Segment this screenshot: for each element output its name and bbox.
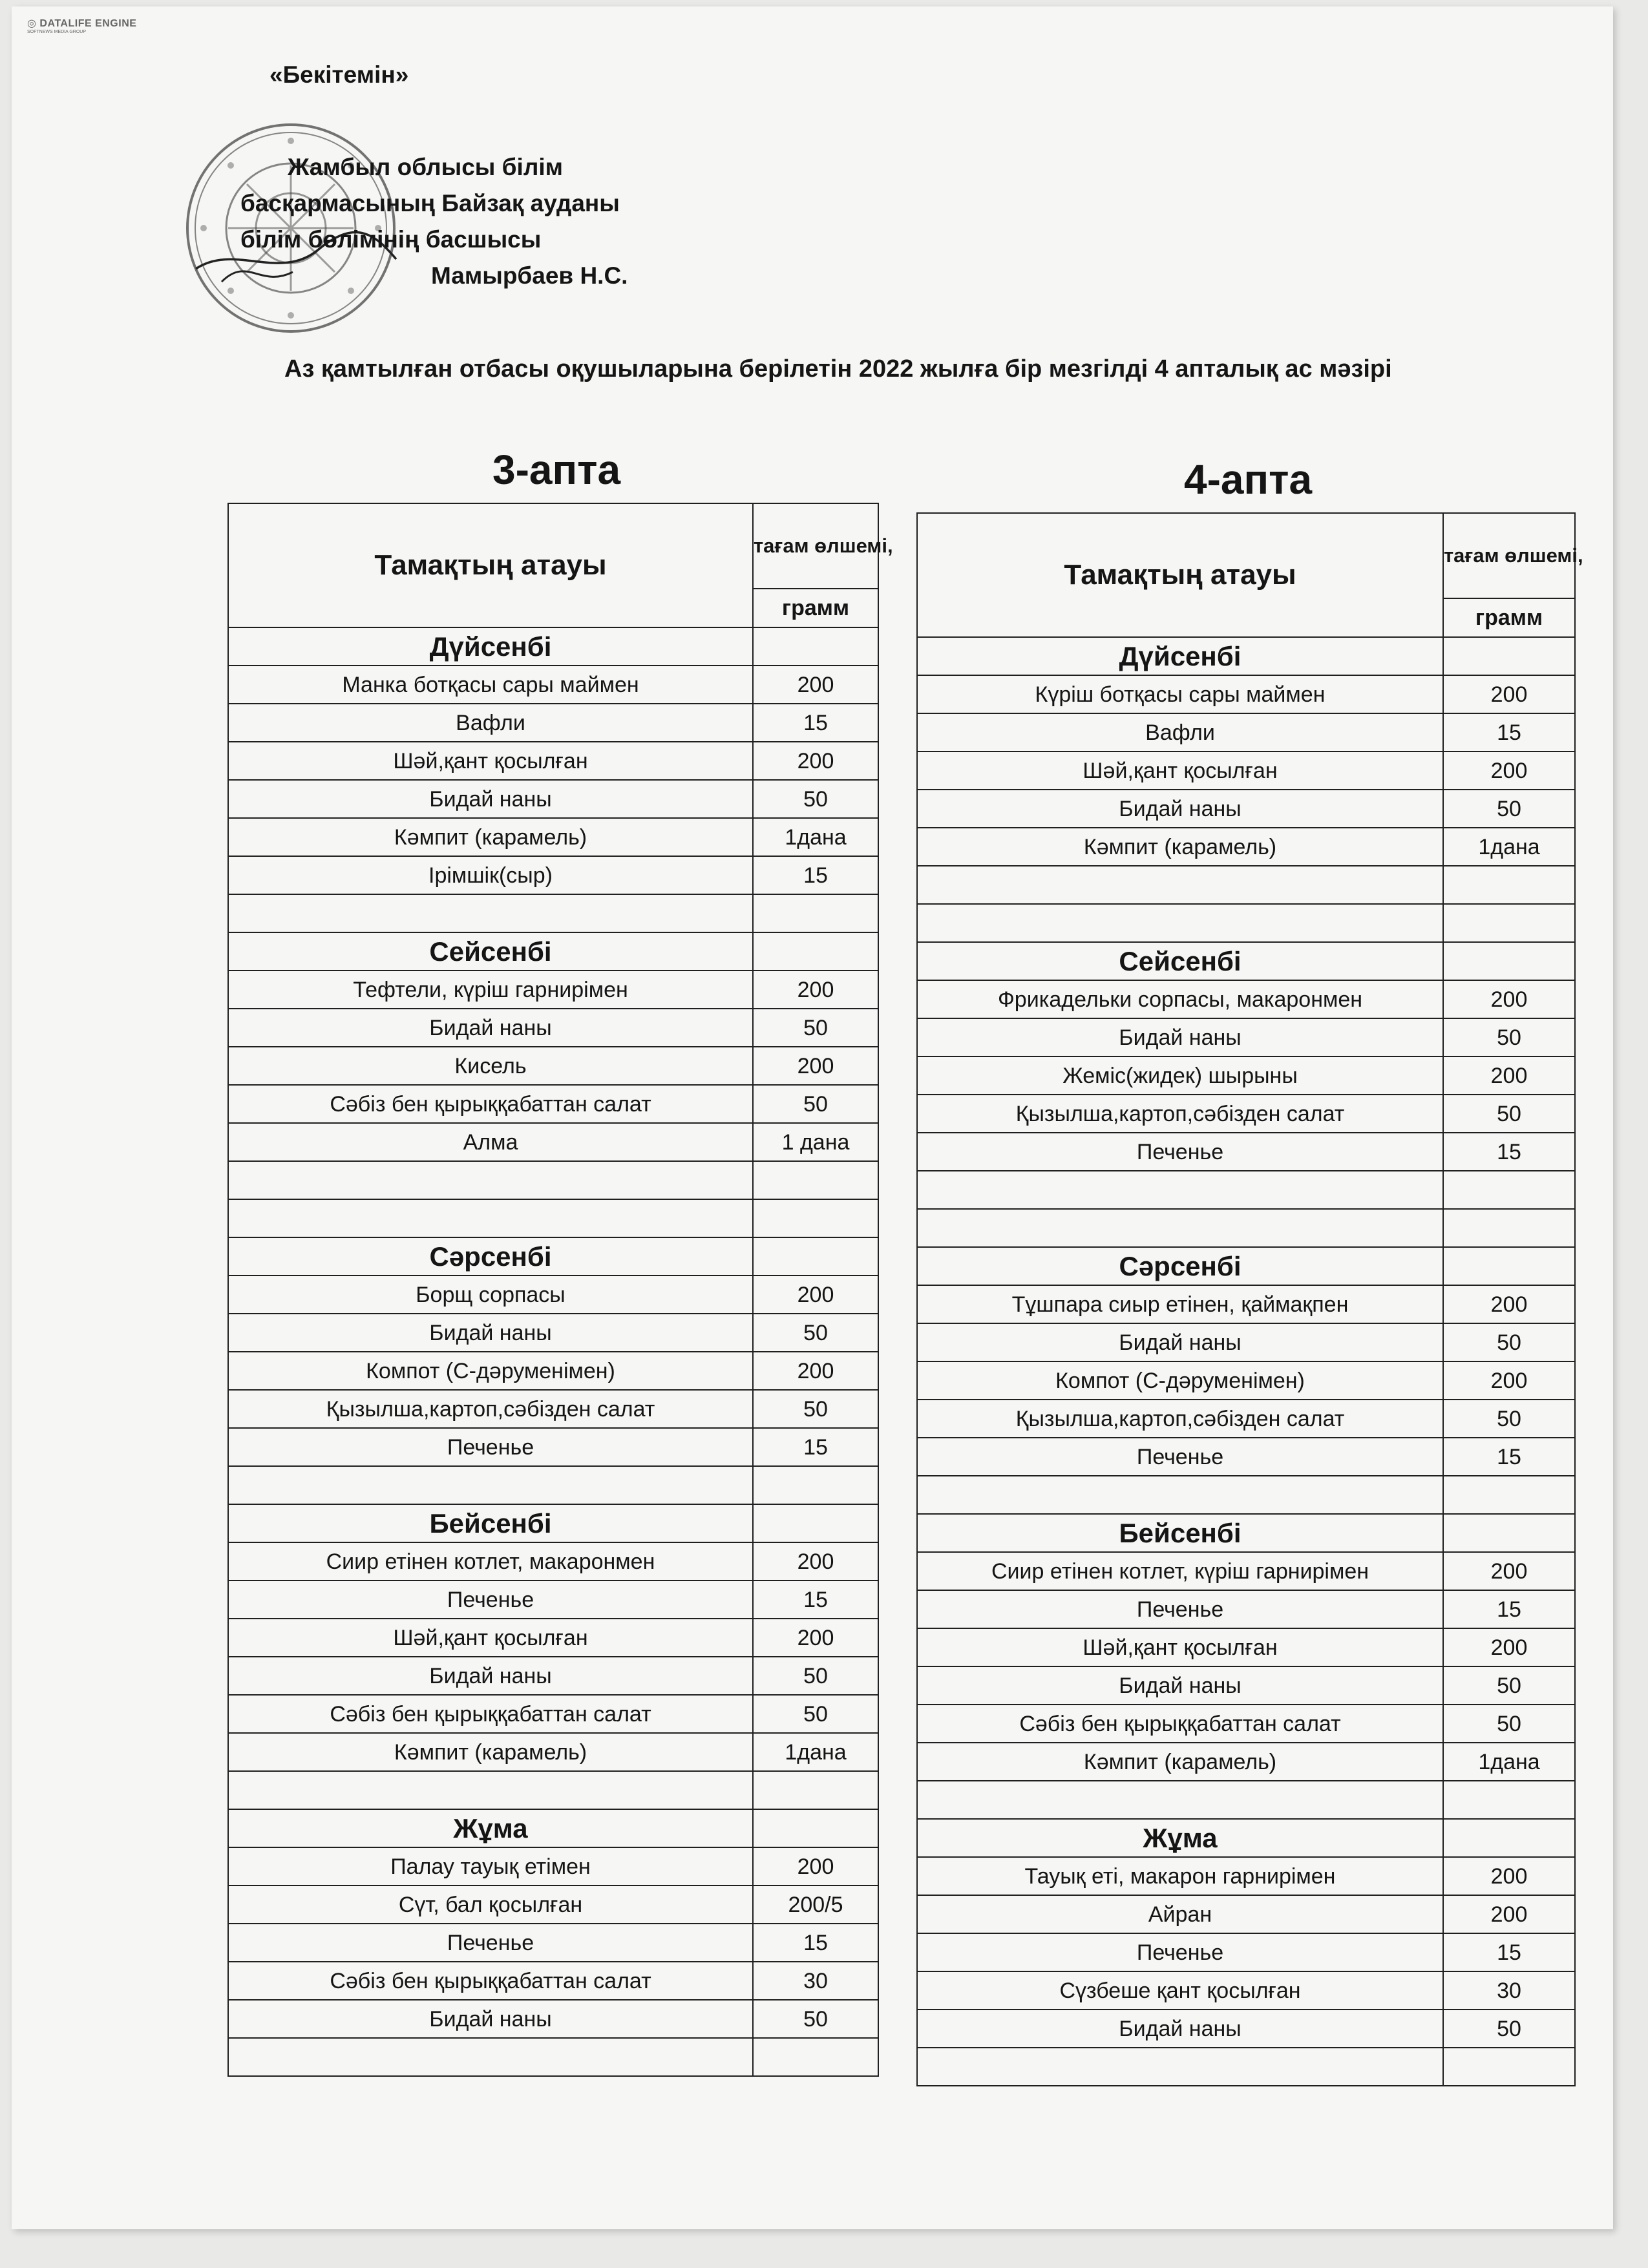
dish-name-cell: Палау тауық етімен <box>228 1847 753 1885</box>
dish-name-cell: Бидай наны <box>228 1009 753 1047</box>
table-row <box>917 866 1575 904</box>
qty-cell: 15 <box>753 1580 878 1619</box>
day-row <box>917 1819 1575 1857</box>
qty-cell: 15 <box>753 704 878 742</box>
dish-name-cell: Печенье <box>917 1590 1443 1628</box>
dish-name-cell: Борщ сорпасы <box>228 1276 753 1314</box>
table-row <box>917 1095 1575 1133</box>
qty-cell: 50 <box>1443 2010 1575 2048</box>
qty-cell: 200 <box>753 742 878 780</box>
qty-cell <box>753 1771 878 1809</box>
table-row <box>917 751 1575 790</box>
qty-cell: 1дана <box>1443 828 1575 866</box>
qty-cell <box>753 1199 878 1237</box>
qty-cell: 15 <box>1443 1590 1575 1628</box>
day-row <box>917 1514 1575 1552</box>
qty-cell: 15 <box>1443 713 1575 751</box>
day-row <box>228 1809 878 1847</box>
qty-cell: 50 <box>753 780 878 818</box>
qty-cell: 50 <box>1443 790 1575 828</box>
qty-cell <box>753 1504 878 1542</box>
watermark-logo-icon: ◎ <box>27 18 40 29</box>
dish-name-cell: Бидай наны <box>228 2000 753 2038</box>
dish-name-cell: Бидай наны <box>228 1657 753 1695</box>
table-row <box>917 1628 1575 1666</box>
dish-name-cell: Жеміс(жидек) шырыны <box>917 1056 1443 1095</box>
dish-name-cell <box>917 1476 1443 1514</box>
table-row <box>228 856 878 894</box>
dish-name-cell: Күріш ботқасы сары маймен <box>917 675 1443 713</box>
qty-cell: 200 <box>1443 1628 1575 1666</box>
qty-cell: 200 <box>753 1276 878 1314</box>
day-name-cell: Дүйсенбі <box>917 637 1443 675</box>
qty-cell: 50 <box>1443 1666 1575 1705</box>
qty-cell <box>753 932 878 971</box>
qty-cell: 30 <box>753 1962 878 2000</box>
table-row <box>228 1199 878 1237</box>
qty-cell: 200 <box>1443 1056 1575 1095</box>
day-name-cell: Сейсенбі <box>917 942 1443 980</box>
table-row <box>228 704 878 742</box>
dish-name-cell: Тауық еті, макарон гарнирімен <box>917 1857 1443 1895</box>
table-row <box>228 780 878 818</box>
document-title: Аз қамтылған отбасы оқушыларына берілетін 2022 жылға бір мезгілді 4 апталық ас мәзірі <box>284 355 1392 383</box>
qty-cell: 15 <box>753 856 878 894</box>
qty-cell <box>753 2038 878 2076</box>
table-row <box>228 818 878 856</box>
qty-cell: 200 <box>753 1047 878 1085</box>
dish-name-cell: Сәбіз бен қырыққабаттан салат <box>228 1962 753 2000</box>
qty-cell: 200 <box>1443 1361 1575 1400</box>
dish-name-cell: Шәй,қант қосылған <box>228 1619 753 1657</box>
day-name-cell: Сәрсенбі <box>228 1237 753 1276</box>
dish-name-cell: Сәбіз бен қырыққабаттан салат <box>228 1085 753 1123</box>
dish-name-cell: Кәмпит (карамель) <box>917 1743 1443 1781</box>
table-row <box>917 1018 1575 1056</box>
qty-cell <box>1443 1247 1575 1285</box>
dish-name-cell: Бидай наны <box>228 1314 753 1352</box>
dish-name-cell: Сәбіз бен қырыққабаттан салат <box>917 1705 1443 1743</box>
week-3-menu-table <box>227 503 893 2077</box>
dish-name-cell: Бидай наны <box>917 1666 1443 1705</box>
table-row <box>917 1743 1575 1781</box>
table-row <box>228 1695 878 1733</box>
dish-name-cell: Шәй,қант қосылған <box>917 1628 1443 1666</box>
table-row <box>228 1314 878 1352</box>
dish-name-cell <box>228 2038 753 2076</box>
header-unit-cell: грамм <box>753 589 878 627</box>
dish-name-cell: Ірімшік(сыр) <box>228 856 753 894</box>
table-row <box>917 1171 1575 1209</box>
table-row <box>917 1895 1575 1933</box>
qty-cell <box>753 1809 878 1847</box>
table-row <box>228 1619 878 1657</box>
table-row <box>228 1847 878 1885</box>
week-4-title: 4-апта <box>1184 456 1313 503</box>
dish-name-cell: Фрикадельки сорпасы, макаронмен <box>917 980 1443 1018</box>
day-name-cell: Жұма <box>917 1819 1443 1857</box>
dish-name-cell: Сүт, бал қосылған <box>228 1885 753 1924</box>
qty-cell: 50 <box>1443 1323 1575 1361</box>
table-row <box>917 1857 1575 1895</box>
dish-name-cell: Бидай наны <box>228 780 753 818</box>
dish-name-cell: Печенье <box>228 1580 753 1619</box>
dish-name-cell: Бидай наны <box>917 2010 1443 2048</box>
qty-cell <box>753 894 878 932</box>
header-line-4: Мамырбаев Н.С. <box>431 262 628 289</box>
table-row <box>917 828 1575 866</box>
dish-name-cell: Қызылша,картоп,сәбізден салат <box>917 1400 1443 1438</box>
table-row <box>917 1552 1575 1590</box>
table-row <box>228 1047 878 1085</box>
dish-name-cell: Бидай наны <box>917 1323 1443 1361</box>
table-row <box>228 1428 878 1466</box>
dish-name-cell <box>228 894 753 932</box>
table-row <box>228 2000 878 2038</box>
day-row <box>228 627 878 666</box>
qty-cell: 200 <box>753 971 878 1009</box>
table-row <box>917 1781 1575 1819</box>
dish-name-cell: Печенье <box>917 1438 1443 1476</box>
table-row <box>917 1133 1575 1171</box>
qty-cell: 200 <box>753 1619 878 1657</box>
qty-cell: 50 <box>753 1314 878 1352</box>
qty-cell: 1 дана <box>753 1123 878 1161</box>
qty-cell: 50 <box>753 1695 878 1733</box>
header-qty-cell: тағам өлшемі, <box>753 503 878 589</box>
qty-cell: 50 <box>753 1009 878 1047</box>
dish-name-cell <box>917 1781 1443 1819</box>
day-row <box>917 1247 1575 1285</box>
dish-name-cell: Сәбіз бен қырыққабаттан салат <box>228 1695 753 1733</box>
qty-cell: 15 <box>753 1924 878 1962</box>
table-row <box>917 1971 1575 2010</box>
qty-cell: 50 <box>1443 1018 1575 1056</box>
header-line-3: білім бөлімінің басшысы <box>240 226 542 253</box>
dish-name-cell <box>917 2048 1443 2086</box>
table-row <box>917 675 1575 713</box>
week-3-title: 3-апта <box>492 446 621 493</box>
table-row <box>917 1056 1575 1095</box>
day-name-cell: Бейсенбі <box>228 1504 753 1542</box>
table-row <box>228 1580 878 1619</box>
qty-cell: 200 <box>1443 1857 1575 1895</box>
qty-cell <box>1443 1209 1575 1247</box>
day-row <box>228 932 878 971</box>
qty-cell: 50 <box>753 1657 878 1695</box>
table-row <box>228 1542 878 1580</box>
table-row <box>228 742 878 780</box>
table-row <box>917 904 1575 942</box>
qty-cell <box>753 1161 878 1199</box>
dish-name-cell: Айран <box>917 1895 1443 1933</box>
qty-cell: 50 <box>1443 1705 1575 1743</box>
qty-cell: 200 <box>1443 751 1575 790</box>
qty-cell: 200 <box>1443 1895 1575 1933</box>
table-row <box>228 1390 878 1428</box>
qty-cell: 200 <box>1443 980 1575 1018</box>
dish-name-cell <box>228 1466 753 1504</box>
table-row <box>917 713 1575 751</box>
table-row <box>228 1657 878 1695</box>
day-row <box>917 942 1575 980</box>
dish-name-cell: Печенье <box>228 1428 753 1466</box>
qty-cell: 50 <box>753 1085 878 1123</box>
header-name-cell: Тамақтың атауы <box>228 503 753 627</box>
dish-name-cell <box>917 904 1443 942</box>
dish-name-cell: Манка ботқасы сары маймен <box>228 666 753 704</box>
dish-name-cell: Сиир етінен котлет, макаронмен <box>228 1542 753 1580</box>
dish-name-cell: Кәмпит (карамель) <box>228 1733 753 1771</box>
table-row <box>917 1361 1575 1400</box>
table-row <box>228 1123 878 1161</box>
table-row <box>228 1352 878 1390</box>
dish-name-cell: Кәмпит (карамель) <box>228 818 753 856</box>
dish-name-cell: Кисель <box>228 1047 753 1085</box>
table-row <box>228 1085 878 1123</box>
header-name-cell: Тамақтың атауы <box>917 513 1443 637</box>
table-row <box>228 894 878 932</box>
dish-name-cell: Шәй,қант қосылған <box>228 742 753 780</box>
qty-cell: 50 <box>1443 1095 1575 1133</box>
dish-name-cell: Сүзбеше қант қосылған <box>917 1971 1443 2010</box>
qty-cell <box>1443 637 1575 675</box>
table-row <box>917 1476 1575 1514</box>
dish-name-cell: Алма <box>228 1123 753 1161</box>
table-row <box>228 1733 878 1771</box>
table-row <box>917 2010 1575 2048</box>
header-unit-cell: грамм <box>1443 598 1575 637</box>
qty-cell: 200/5 <box>753 1885 878 1924</box>
dish-name-cell: Тефтели, күріш гарнирімен <box>228 971 753 1009</box>
dish-name-cell: Вафли <box>228 704 753 742</box>
qty-cell: 15 <box>1443 1933 1575 1971</box>
dish-name-cell: Сиир етінен котлет, күріш гарнирімен <box>917 1552 1443 1590</box>
table-row <box>228 1885 878 1924</box>
table-row <box>228 1924 878 1962</box>
qty-cell: 1дана <box>753 818 878 856</box>
approval-label: «Бекітемін» <box>269 61 409 88</box>
qty-cell: 15 <box>1443 1438 1575 1476</box>
qty-cell: 50 <box>753 2000 878 2038</box>
dish-name-cell: Компот (С-дәруменімен) <box>917 1361 1443 1400</box>
qty-cell: 200 <box>753 1542 878 1580</box>
qty-cell <box>753 1466 878 1504</box>
qty-cell: 1дана <box>1443 1743 1575 1781</box>
day-row <box>917 637 1575 675</box>
qty-cell <box>1443 866 1575 904</box>
qty-cell: 200 <box>1443 1552 1575 1590</box>
table-row <box>917 980 1575 1018</box>
dish-name-cell: Печенье <box>917 1133 1443 1171</box>
dish-name-cell: Шәй,қант қосылған <box>917 751 1443 790</box>
dish-name-cell <box>228 1199 753 1237</box>
table-row <box>917 1705 1575 1743</box>
dish-name-cell <box>228 1771 753 1809</box>
day-name-cell: Жұма <box>228 1809 753 1847</box>
table-row <box>228 2038 878 2076</box>
dish-name-cell: Бидай наны <box>917 1018 1443 1056</box>
header-line-1: Жамбыл облысы білім <box>288 154 563 180</box>
table-row <box>228 1771 878 1809</box>
qty-cell: 30 <box>1443 1971 1575 2010</box>
dish-name-cell <box>917 866 1443 904</box>
dish-name-cell: Печенье <box>228 1924 753 1962</box>
dish-name-cell <box>917 1209 1443 1247</box>
dish-name-cell: Компот (С-дәруменімен) <box>228 1352 753 1390</box>
day-name-cell: Дүйсенбі <box>228 627 753 666</box>
table-row <box>917 1209 1575 1247</box>
day-name-cell: Сейсенбі <box>228 932 753 971</box>
qty-cell <box>1443 1514 1575 1552</box>
qty-cell <box>1443 1476 1575 1514</box>
dish-name-cell: Вафли <box>917 713 1443 751</box>
table-row <box>228 971 878 1009</box>
qty-cell: 200 <box>753 666 878 704</box>
day-name-cell: Сәрсенбі <box>917 1247 1443 1285</box>
table-row <box>917 1438 1575 1476</box>
table-row <box>228 1276 878 1314</box>
dish-name-cell: Кәмпит (карамель) <box>917 828 1443 866</box>
table-row <box>917 1323 1575 1361</box>
table-row <box>917 1285 1575 1323</box>
dish-name-cell: Қызылша,картоп,сәбізден салат <box>917 1095 1443 1133</box>
table-row <box>917 2048 1575 2086</box>
table-row <box>228 666 878 704</box>
dish-name-cell: Бидай наны <box>917 790 1443 828</box>
header-qty-cell: тағам өлшемі, <box>1443 513 1575 598</box>
day-name-cell: Бейсенбі <box>917 1514 1443 1552</box>
dish-name-cell: Қызылша,картоп,сәбізден салат <box>228 1390 753 1428</box>
qty-cell <box>753 627 878 666</box>
dish-name-cell <box>228 1161 753 1199</box>
table-row <box>917 1400 1575 1438</box>
qty-cell <box>1443 1781 1575 1819</box>
qty-cell: 15 <box>753 1428 878 1466</box>
table-row <box>228 1466 878 1504</box>
qty-cell: 1дана <box>753 1733 878 1771</box>
table-row <box>228 1009 878 1047</box>
qty-cell: 200 <box>753 1847 878 1885</box>
qty-cell: 200 <box>1443 675 1575 713</box>
watermark: ◎ DATALIFE ENGINE SOFTNEWS MEDIA GROUP <box>27 18 137 34</box>
qty-cell: 200 <box>1443 1285 1575 1323</box>
table-row <box>228 1161 878 1199</box>
qty-cell <box>1443 2048 1575 2086</box>
qty-cell: 50 <box>753 1390 878 1428</box>
qty-cell: 200 <box>753 1352 878 1390</box>
dish-name-cell: Печенье <box>917 1933 1443 1971</box>
qty-cell: 50 <box>1443 1400 1575 1438</box>
table-row <box>917 1590 1575 1628</box>
table-row <box>917 790 1575 828</box>
header-line-2: басқармасының Байзақ ауданы <box>240 190 620 216</box>
dish-name-cell <box>917 1171 1443 1209</box>
table-row <box>917 1933 1575 1971</box>
qty-cell <box>1443 942 1575 980</box>
dish-name-cell: Тұшпара сиыр етінен, қаймақпен <box>917 1285 1443 1323</box>
qty-cell <box>1443 1819 1575 1857</box>
week-4-menu-table <box>916 512 1583 2086</box>
qty-cell <box>1443 904 1575 942</box>
table-row <box>228 1962 878 2000</box>
table-row <box>917 1666 1575 1705</box>
day-row <box>228 1237 878 1276</box>
qty-cell <box>1443 1171 1575 1209</box>
qty-cell: 15 <box>1443 1133 1575 1171</box>
day-row <box>228 1504 878 1542</box>
qty-cell <box>753 1237 878 1276</box>
